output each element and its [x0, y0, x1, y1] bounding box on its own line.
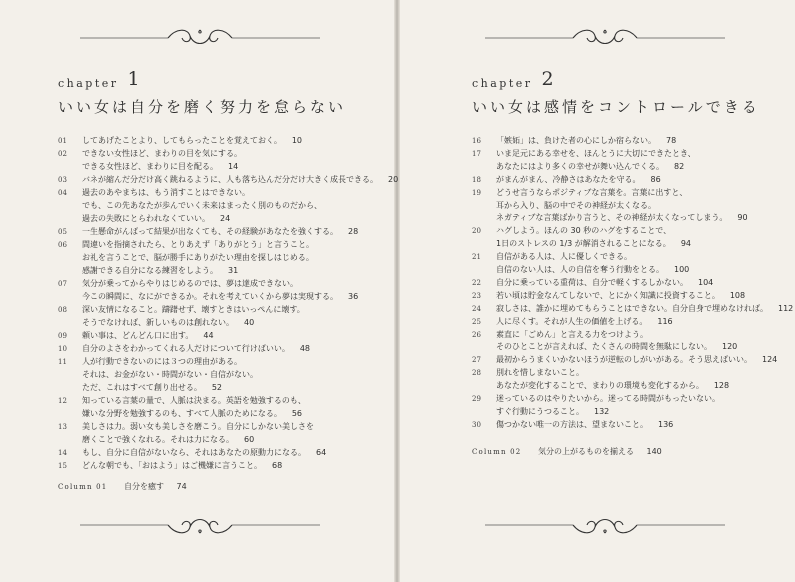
entry-title: ネガティブな言葉ばかり言うと、その神経が太くなってしまう。	[496, 213, 728, 223]
entry-text	[496, 317, 673, 327]
toc-list-right	[472, 136, 794, 456]
entry-text	[82, 318, 254, 328]
entry-page: 108	[729, 290, 746, 300]
entry-number: 05	[58, 228, 67, 236]
entry-text	[82, 435, 254, 445]
entry-title: いま足元にある幸せを、ほんとうに大切にできたとき、	[496, 148, 696, 158]
entry-text	[496, 136, 676, 146]
entry-number: 14	[58, 449, 67, 457]
entry-text	[496, 226, 681, 236]
entry-title: それは、お金がない・時間がない・自信がない。	[82, 370, 258, 379]
entry-page: 24	[220, 214, 231, 223]
entry-text	[496, 381, 729, 391]
entry-number: 27	[472, 356, 481, 365]
entry-number: 29	[472, 395, 481, 403]
entry-title: 別れを惜しまないこと。	[496, 368, 584, 378]
entry-text	[496, 252, 642, 262]
chapter-heading-1	[58, 70, 140, 92]
entry-title: でも、この先あなたが歩んでいく未来はまったく別のものだから、	[82, 201, 322, 210]
entry-title: 寂しさは、誰かに埋めてもらうことはできない。自分自身で埋めなければ。	[496, 303, 768, 313]
entry-number: 24	[472, 304, 481, 313]
entry-title: どうせ言うならポジティブな言葉を。言葉に出すと、	[496, 187, 688, 197]
entry-text	[82, 240, 324, 250]
entry-number: 09	[58, 332, 67, 340]
entry-title: どんな朝でも、「おはよう」はご機嫌に言うこと。	[82, 461, 262, 470]
entry-number: 26	[472, 330, 481, 339]
entry-number: 10	[58, 345, 67, 353]
entry-text	[82, 201, 332, 211]
entry-text	[82, 188, 260, 198]
entry-number: 03	[58, 176, 67, 184]
entry-page: 94	[680, 239, 691, 249]
entry-title: ハグしよう。ほんの 30 秒のハグをすることで、	[496, 226, 672, 236]
entry-title: 知っている言葉の量で、人脈は決まる。英語を勉強するのも、	[82, 396, 306, 405]
entry-text	[496, 355, 777, 365]
entry-page: 28	[348, 227, 359, 236]
entry-page: 86	[650, 174, 661, 184]
entry-text	[82, 383, 222, 393]
entry-number: 04	[58, 189, 67, 197]
column-title: 自分を癒す	[123, 482, 164, 491]
entry-page: 104	[698, 277, 714, 287]
entry-page: 40	[244, 318, 255, 327]
entry-number: 06	[58, 241, 67, 249]
entry-title: そのひとことが言えれば、たくさんの時間を無駄にしない。	[496, 342, 712, 352]
entry-title: もし、自分に自信がないなら、それはあなたの原動力になる。	[82, 448, 306, 457]
entry-title: バネが縮んだ分だけ高く跳ねるように、人も落ち込んだ分だけ大きく成長できる。	[82, 175, 378, 184]
entry-text	[496, 342, 737, 352]
entry-text	[496, 213, 748, 223]
entry-page: 36	[348, 292, 359, 301]
entry-number: 08	[58, 306, 67, 314]
column-title: 気分の上がるものを揃える	[537, 447, 634, 456]
bottom-ornament-right	[485, 513, 725, 537]
entry-title: がまんがまん、冷静さはあなたを守る。	[496, 174, 641, 184]
column-page: 140	[646, 447, 662, 456]
entry-title: 間違いを指摘されたら、とりあえず「ありがとう」と言うこと。	[82, 240, 314, 249]
entry-page: 78	[666, 136, 677, 145]
entry-text	[82, 279, 308, 289]
top-ornament-right	[485, 26, 725, 50]
entry-title: お礼を言うことで、脳が勝手にありがたい理由を探しはじめる。	[82, 253, 314, 262]
entry-number: 21	[472, 253, 481, 262]
entry-title: 頼い事は、どんどん口に出す。	[82, 331, 194, 340]
entry-text	[82, 357, 252, 367]
entry-page: 44	[203, 331, 214, 340]
bottom-ornament-left	[80, 513, 320, 537]
entry-text	[82, 305, 315, 315]
entry-text	[496, 175, 661, 185]
entry-text	[496, 407, 609, 417]
entry-title: 一生懸命がんばって結果が出なくても、その経験があなたを強くする。	[82, 227, 338, 236]
entry-title: あなたにはより多くの幸せが舞い込んでくる。	[496, 161, 664, 171]
entry-title: できない女性ほど、まわりの目を気にする。	[82, 149, 242, 158]
entry-title: 「嫉妬」は、負けた者の心にしか宿らない。	[496, 136, 656, 145]
entry-title: 過去のあやまちは、もう消すことはできない。	[82, 188, 250, 197]
column-label: Column 01	[58, 483, 108, 491]
entry-number: 18	[472, 175, 481, 184]
entry-number: 01	[58, 137, 67, 145]
entry-text	[82, 344, 310, 354]
entry-text	[82, 266, 238, 276]
chapter-title-1: いい女は自分を磨く努力を怠らない	[58, 98, 347, 116]
entry-text	[82, 370, 268, 380]
entry-page: 52	[211, 383, 223, 392]
entry-title: 気分が乗ってからやりはじめるのでは、夢は達成できない。	[82, 279, 298, 288]
entry-text	[496, 162, 684, 172]
entry-title: できる女性ほど、まわりに目を配る。	[82, 162, 218, 171]
entry-text	[82, 136, 302, 146]
entry-title: 今この瞬間に、なにができるか。それを考えていくから夢は実現する。	[82, 292, 338, 301]
entry-text	[82, 175, 398, 185]
entry-page: 100	[674, 265, 690, 274]
entry-text	[496, 394, 730, 404]
entry-text	[496, 330, 658, 340]
entry-text	[496, 420, 673, 430]
entry-text	[496, 278, 713, 288]
entry-page: 82	[674, 161, 685, 171]
entry-page: 132	[594, 406, 610, 416]
entry-text	[496, 291, 745, 301]
entry-text	[496, 368, 594, 378]
entry-number: 16	[472, 137, 481, 145]
entry-page: 90	[737, 213, 748, 223]
entry-number: 15	[58, 462, 67, 470]
entry-page: 124	[762, 355, 778, 365]
entry-text	[82, 214, 230, 224]
entry-page: 10	[291, 136, 303, 145]
entry-page: 64	[316, 448, 327, 457]
toc-list-left	[58, 136, 399, 486]
entry-title: 美しさは力。弱い女も美しさを磨こう。自分にしかない美しさを	[82, 422, 314, 431]
entry-title: 人に尽くす。それが人生の価値を上げる。	[496, 316, 648, 326]
entry-text	[82, 253, 324, 263]
entry-title: ただ、これはすべて創り出せる。	[82, 383, 202, 392]
entry-page: 128	[713, 381, 730, 391]
entry-page: 14	[228, 162, 239, 171]
entry-text	[496, 188, 697, 198]
entry-title: 1日のストレスの 1/3 が解消されることになる。	[496, 239, 671, 249]
entry-title: 若い頃は貯金なんてしないで、とにかく知識に投資すること。	[496, 290, 720, 300]
entry-page: 136	[658, 419, 674, 429]
entry-text	[82, 227, 358, 237]
entry-title: 自分に乗っている重荷は、自分で軽くするしかない。	[496, 277, 688, 287]
entry-title: 傷つかない唯一の方法は、望まないこと。	[496, 419, 648, 429]
entry-number: 23	[472, 291, 481, 300]
entry-title: 嫌いな分野を勉強するのも、すべて人脈のためになる。	[82, 409, 282, 418]
entry-number: 19	[472, 188, 481, 197]
entry-text	[496, 304, 793, 314]
entry-page: 120	[722, 342, 738, 352]
column-entry-left	[58, 481, 187, 492]
entry-text	[82, 331, 214, 341]
entry-page: 112	[778, 303, 794, 313]
entry-title: 自信がある人は、人に優しくできる。	[496, 252, 632, 262]
entry-number: 12	[58, 397, 67, 405]
entry-title: 感謝できる自分になる練習をしよう。	[82, 266, 218, 275]
entry-number: 30	[472, 420, 481, 429]
entry-page: 116	[657, 316, 673, 326]
entry-text	[82, 461, 282, 471]
entry-page: 48	[299, 344, 311, 353]
top-ornament-left	[80, 26, 320, 50]
entry-title: 磨くことで強くなれる。それは力になる。	[82, 435, 234, 444]
entry-title: 耳から入り、脳の中でその神経が太くなる。	[496, 200, 656, 210]
entry-page: 60	[244, 435, 255, 444]
entry-page: 20	[388, 175, 399, 184]
entry-text	[82, 396, 316, 406]
entry-number: 22	[472, 278, 481, 287]
chapter-number: 1	[127, 68, 140, 90]
chapter-title-2: いい女は感情をコントロールできる	[472, 98, 760, 116]
entry-text	[82, 162, 238, 172]
entry-number: 02	[58, 150, 67, 158]
entry-text	[496, 265, 689, 275]
entry-text	[82, 292, 358, 302]
entry-text	[496, 149, 706, 159]
entry-title: 深い友情になること。躊躇せず、壊すときはいっぺんに壊す。	[82, 305, 305, 314]
chapter-heading-2	[472, 70, 554, 92]
book-gutter	[394, 0, 400, 582]
entry-title: 迷っているのはやりたいから。迷ってる時間がもったいない。	[496, 394, 720, 403]
entry-number: 20	[472, 227, 481, 236]
entry-text	[82, 409, 302, 419]
entry-title: 人が行動できないのには３つの理由がある。	[82, 357, 242, 366]
chapter-number: 2	[541, 68, 554, 90]
entry-title: すぐ行動にうつること。	[496, 406, 584, 416]
entry-page: 68	[272, 461, 283, 470]
entry-text	[496, 239, 691, 249]
column-entry-right	[472, 446, 662, 457]
column-page: 74	[176, 482, 187, 491]
entry-text	[496, 201, 666, 211]
entry-text	[82, 448, 326, 458]
entry-title: してあげたことより、してもらったことを覚えておく。	[82, 136, 282, 145]
entry-number: 11	[58, 358, 67, 366]
chapter-word: chapter	[58, 77, 119, 90]
entry-number: 25	[472, 317, 481, 326]
chapter-word: chapter	[472, 77, 533, 90]
entry-number: 28	[472, 369, 481, 378]
entry-title: そうでなければ、新しいものは創れない。	[82, 318, 234, 327]
entry-title: 自分のよさをわかってくれる人だけについて行けばいい。	[82, 344, 290, 353]
entry-text	[82, 422, 324, 432]
entry-title: 素直に「ごめん」と言える力をつけよう。	[496, 329, 648, 339]
entry-title: 自信のない人は、人の自信を奪う行動をとる。	[496, 265, 664, 274]
column-label: Column 02	[472, 448, 522, 456]
entry-title: 最初からうまくいかないほうが逆転のしがいがある。そう思えばいい。	[496, 355, 752, 365]
entry-page: 31	[228, 266, 239, 275]
entry-number: 07	[58, 280, 67, 288]
entry-number: 13	[58, 423, 67, 431]
entry-title: 過去の失敗にとらわれなくていい。	[82, 214, 210, 223]
entry-number: 17	[472, 149, 481, 158]
entry-page: 56	[291, 409, 303, 418]
entry-text	[82, 149, 252, 159]
entry-title: あなたが変化することで、まわりの環境も変化するから。	[496, 381, 704, 391]
